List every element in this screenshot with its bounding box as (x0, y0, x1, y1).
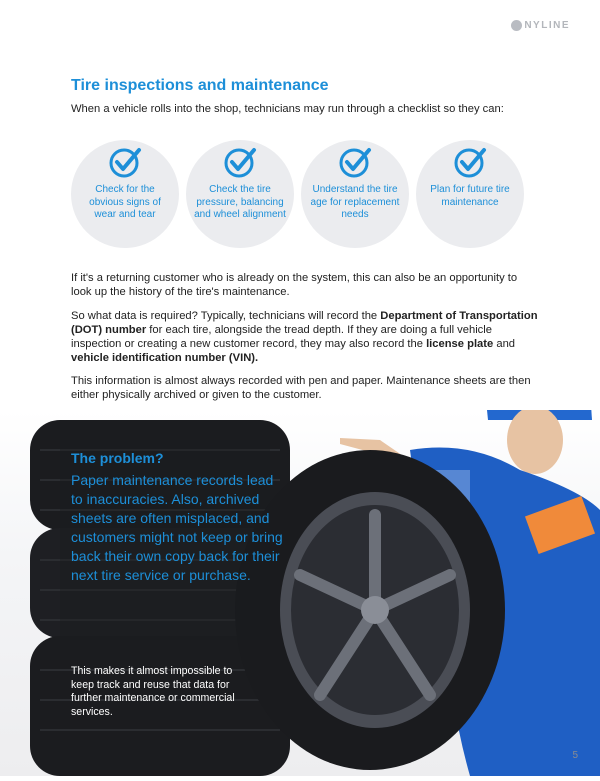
check-icon (337, 144, 373, 180)
text-run: and (493, 338, 516, 350)
paragraph-data-required (71, 309, 539, 365)
intro-text: When a vehicle rolls into the shop, technicians may run through a checklist so they can: (71, 103, 504, 115)
problem-title: The problem? (71, 450, 164, 466)
checklist-item (71, 140, 179, 248)
check-icon (107, 144, 143, 180)
dot-number-term: Department of Transportation (DOT) number (71, 310, 538, 336)
checklist-item (416, 140, 524, 248)
logo-text: NYLINE (524, 20, 570, 31)
checklist-item (301, 140, 409, 248)
license-plate-term: license plate (426, 338, 494, 350)
checklist-label: Understand the tire age for replacement needs (310, 184, 400, 220)
check-icon (222, 144, 258, 180)
checklist-item (186, 140, 294, 248)
section-heading: Tire inspections and maintenance (71, 77, 329, 94)
text-run: for each tire, alongside the tread depth. If they are doing a full vehicle inspection or creating a new customer record, they may also record the (71, 324, 492, 350)
page-number: 5 (572, 750, 578, 761)
paragraph-returning-customer: If it's a returning customer who is already on the system, this can also be an opportunity to look up the history of the tire's maintenance. (71, 272, 518, 298)
logo-dot-icon (511, 20, 522, 31)
checklist-label: Check the tire pressure, balancing and wheel alignment (194, 184, 286, 220)
vin-term: vehicle identification number (VIN). (71, 352, 259, 364)
checklist-label: Check for the obvious signs of wear and tear (89, 184, 161, 220)
paragraph-pen-and-paper: This information is almost always recorded with pen and paper. Maintenance sheets are then either physically archived or given to the customer. (71, 375, 531, 401)
problem-text: Paper maintenance records lead to inaccuracies. Also, archived sheets are often misplaced, and customers might not keep or bring back their own copy back for their next tire service or purchase. (71, 472, 283, 583)
checklist-label: Plan for future tire maintenance (430, 184, 510, 208)
check-icon (452, 144, 488, 180)
brand-logo (511, 20, 570, 31)
problem-footnote: This makes it almost impossible to keep track and reuse that data for further maintenance or commercial services. (71, 665, 235, 718)
checklist (71, 140, 524, 248)
text-run: So what data is required? Typically, technicians will record the (71, 310, 381, 322)
problem-callout (71, 450, 283, 585)
